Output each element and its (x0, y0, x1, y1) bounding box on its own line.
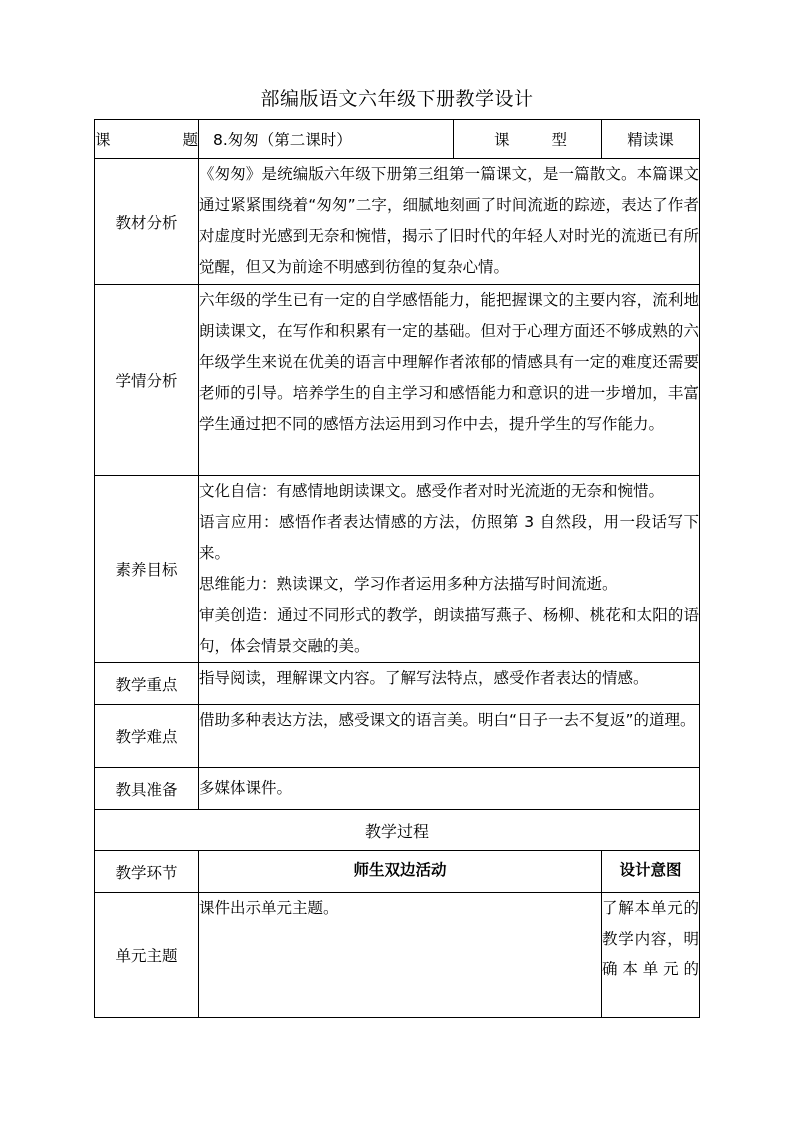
stage-column-header: 教学环节 (95, 851, 199, 893)
type-value: 精读课 (602, 120, 700, 159)
materials-prep-label: 教具准备 (95, 768, 199, 810)
topic-value: 8.匆匆（第二课时） (199, 120, 454, 159)
goal-item: 审美创造：通过不同形式的教学，朗读描写燕子、杨柳、桃花和太阳的语句，体会情景交融的美。 (199, 606, 699, 655)
stage-name: 单元主题 (95, 893, 199, 1018)
material-analysis-label: 教材分析 (95, 159, 199, 285)
goals-row (95, 476, 700, 663)
key-points-row (95, 663, 700, 705)
student-analysis-label: 学情分析 (95, 285, 199, 476)
process-header-row (95, 851, 700, 893)
type-label: 课 型 (454, 120, 602, 159)
key-points-label: 教学重点 (95, 663, 199, 705)
material-analysis-row (95, 159, 700, 285)
student-analysis-row (95, 285, 700, 476)
goal-item: 文化自信：有感情地朗读课文。感受作者对时光流逝的无奈和惋惜。 (199, 482, 665, 500)
difficulties-label: 教学难点 (95, 705, 199, 768)
intent-column-header: 设计意图 (602, 851, 700, 893)
header-row (95, 120, 700, 159)
goals-label: 素养目标 (95, 476, 199, 663)
student-analysis-text (199, 285, 700, 476)
difficulties-row (95, 705, 700, 768)
process-title-row (95, 810, 700, 851)
materials-prep-text: 多媒体课件。 (199, 768, 700, 810)
material-analysis-paragraph: 《匆匆》是统编版六年级下册第三组第一篇课文，是一篇散文。本篇课文通过紧紧围绕着“匆匆”二字，细腻地刻画了时间流逝的踪迹，表达了作者对虚度时光感到无奈和惋惜，揭示了旧时代的年轻人对时光的流逝已有所觉醒，但又为前途不明感到彷徨的复杂心情。 (199, 165, 699, 276)
key-points-text: 指导阅读，理解课文内容。了解写法特点，感受作者表达的情感。 (199, 663, 700, 705)
lesson-plan-table (94, 119, 700, 1018)
goal-item: 语言应用：感悟作者表达情感的方法，仿照第 3 自然段，用一段话写下来。 (199, 513, 699, 562)
stage-row (95, 893, 700, 1018)
process-title: 教学过程 (95, 810, 700, 851)
topic-label: 课 题 (95, 120, 199, 159)
goals-list (199, 476, 700, 663)
document-title: 部编版语文六年级下册教学设计 (260, 88, 534, 110)
activity-column-header: 师生双边活动 (199, 851, 602, 893)
stage-intent: 了解本单元的教学内容，明确本单元的 (602, 893, 700, 1018)
goal-item: 思维能力：熟读课文，学习作者运用多种方法描写时间流逝。 (199, 575, 618, 593)
stage-activity: 课件出示单元主题。 (199, 893, 602, 1018)
material-analysis-text (199, 159, 700, 285)
materials-prep-row (95, 768, 700, 810)
student-analysis-paragraph: 六年级的学生已有一定的自学感悟能力，能把握课文的主要内容，流利地朗读课文，在写作和积累有一定的基础。但对于心理方面还不够成熟的六年级学生来说在优美的语言中理解作者浓郁的情感具有一定的难度还需要老师的引导。培养学生的自主学习和感悟能力和意识的进一步增加，丰富学生通过把不同的感悟方法运用到习作中去，提升学生的写作能力。 (199, 291, 699, 433)
difficulties-text: 借助多种表达方法，感受课文的语言美。明白“日子一去不复返”的道理。 (199, 705, 700, 768)
